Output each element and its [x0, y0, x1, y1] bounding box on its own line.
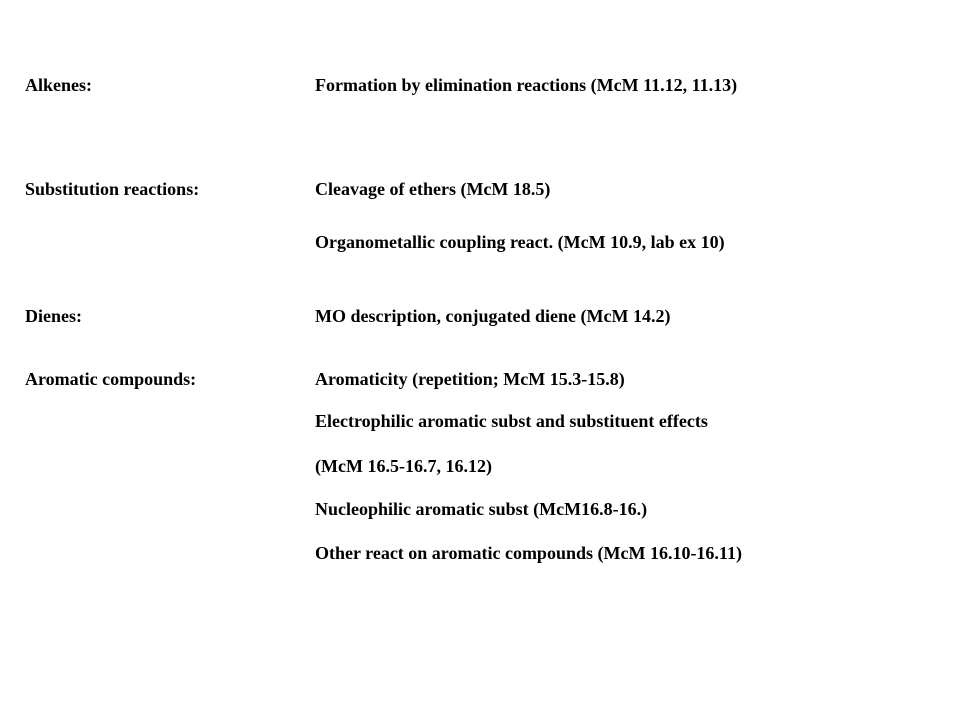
section-item-aromatic-1: Aromaticity (repetition; McM 15.3-15.8)	[315, 369, 625, 389]
section-item-aromatic-2: Electrophilic aromatic subst and substituent effects	[315, 411, 708, 431]
section-item-dienes-1: MO description, conjugated diene (McM 14.2)	[315, 306, 671, 326]
section-label-substitution: Substitution reactions:	[25, 179, 200, 199]
section-item-alkenes-1: Formation by elimination reactions (McM 11.12, 11.13)	[315, 75, 738, 95]
section-item-substitution-2: Organometallic coupling react. (McM 10.9, lab ex 10)	[315, 232, 725, 252]
section-label-aromatic: Aromatic compounds:	[25, 369, 197, 389]
section-item-substitution-1: Cleavage of ethers (McM 18.5)	[315, 179, 551, 199]
section-item-aromatic-4: Nucleophilic aromatic subst (McM16.8-16.)	[315, 499, 648, 519]
section-label-alkenes: Alkenes:	[25, 75, 92, 95]
section-item-aromatic-5: Other react on aromatic compounds (McM 16.10-16.11)	[315, 543, 742, 563]
section-label-dienes: Dienes:	[25, 306, 82, 326]
section-item-aromatic-3: (McM 16.5-16.7, 16.12)	[315, 456, 492, 476]
